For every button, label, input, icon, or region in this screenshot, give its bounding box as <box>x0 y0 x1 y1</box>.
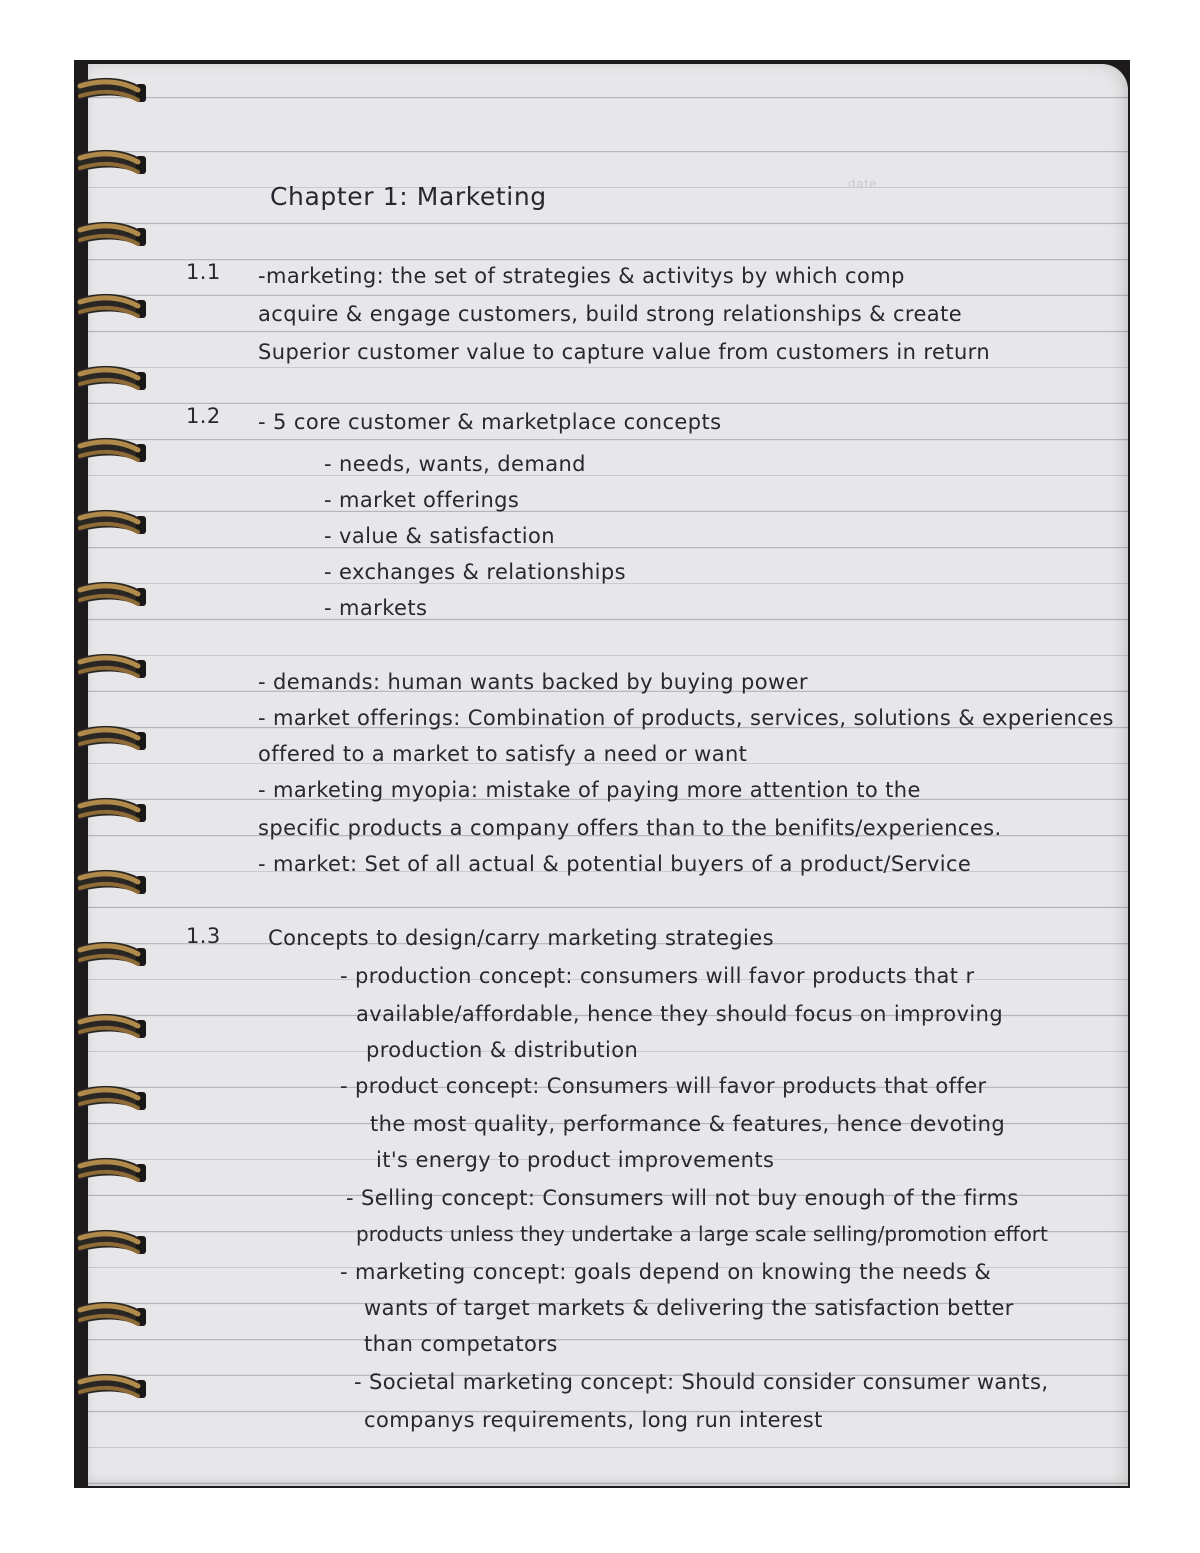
spiral-coil <box>78 294 146 318</box>
spiral-coil <box>78 438 146 462</box>
spiral-binding <box>74 60 154 1488</box>
note-line: -marketing: the set of strategies & activitys by which comp <box>258 264 905 288</box>
note-line: - needs, wants, demand <box>324 452 586 476</box>
spiral-coil <box>78 150 146 174</box>
spiral-coil <box>78 1374 146 1398</box>
note-line: - value & satisfaction <box>324 524 555 548</box>
spiral-coil <box>78 726 146 750</box>
spiral-coil <box>78 582 146 606</box>
note-line: available/affordable, hence they should focus on improving <box>356 1002 1004 1026</box>
section-number: 1.1 <box>186 260 221 284</box>
spiral-coil <box>78 1086 146 1110</box>
spiral-coil <box>78 366 146 390</box>
note-line: - markets <box>324 596 428 620</box>
spiral-coil <box>78 510 146 534</box>
note-line: than competators <box>364 1332 558 1356</box>
note-line: products unless they undertake a large scale selling/promotion effort <box>356 1222 1048 1246</box>
spiral-coil <box>78 1014 146 1038</box>
note-line: - marketing concept: goals depend on knowing the needs & <box>340 1260 992 1284</box>
notebook-photo <box>74 60 1130 1488</box>
page-title: Chapter 1: Marketing <box>270 182 547 211</box>
note-line: acquire & engage customers, build strong relationships & create <box>258 302 963 326</box>
note-line: Concepts to design/carry marketing strategies <box>268 926 774 950</box>
note-line: - Societal marketing concept: Should consider consumer wants, <box>354 1370 1049 1394</box>
spiral-coil <box>78 654 146 678</box>
spiral-coil <box>78 798 146 822</box>
note-line: - production concept: consumers will favor products that r <box>340 964 975 988</box>
note-line: wants of target markets & delivering the satisfaction better <box>364 1296 1014 1320</box>
note-line: - exchanges & relationships <box>324 560 626 584</box>
note-line: companys requirements, long run interest <box>364 1408 823 1432</box>
note-line: - market offerings: Combination of products, services, solutions & experiences <box>258 706 1114 730</box>
note-line: - market: Set of all actual & potential buyers of a product/Service <box>258 852 972 876</box>
note-line: it's energy to product improvements <box>376 1148 775 1172</box>
spiral-coil <box>78 1230 146 1254</box>
spiral-coil <box>78 78 146 102</box>
spiral-coil <box>78 222 146 246</box>
note-line: - product concept: Consumers will favor products that offer <box>340 1074 987 1098</box>
spiral-coil <box>78 1158 146 1182</box>
note-line: - demands: human wants backed by buying power <box>258 670 808 694</box>
note-line: specific products a company offers than to the benifits/experiences. <box>258 816 1002 840</box>
spiral-coil <box>78 942 146 966</box>
note-line: - 5 core customer & marketplace concepts <box>258 410 722 434</box>
section-number: 1.3 <box>186 924 221 948</box>
note-line: - market offerings <box>324 488 520 512</box>
note-line: the most quality, performance & features, hence devoting <box>370 1112 1006 1136</box>
spiral-coil <box>78 1302 146 1326</box>
note-line: Superior customer value to capture value from customers in return <box>258 340 991 364</box>
date-field-mark: date <box>848 176 878 191</box>
note-line: offered to a market to satisfy a need or want <box>258 742 748 766</box>
note-line: - Selling concept: Consumers will not buy enough of the firms <box>346 1186 1019 1210</box>
note-line: production & distribution <box>366 1038 639 1062</box>
spiral-coil <box>78 870 146 894</box>
section-number: 1.2 <box>186 404 221 428</box>
notebook-page <box>88 64 1128 1486</box>
note-line: - marketing myopia: mistake of paying more attention to the <box>258 778 921 802</box>
